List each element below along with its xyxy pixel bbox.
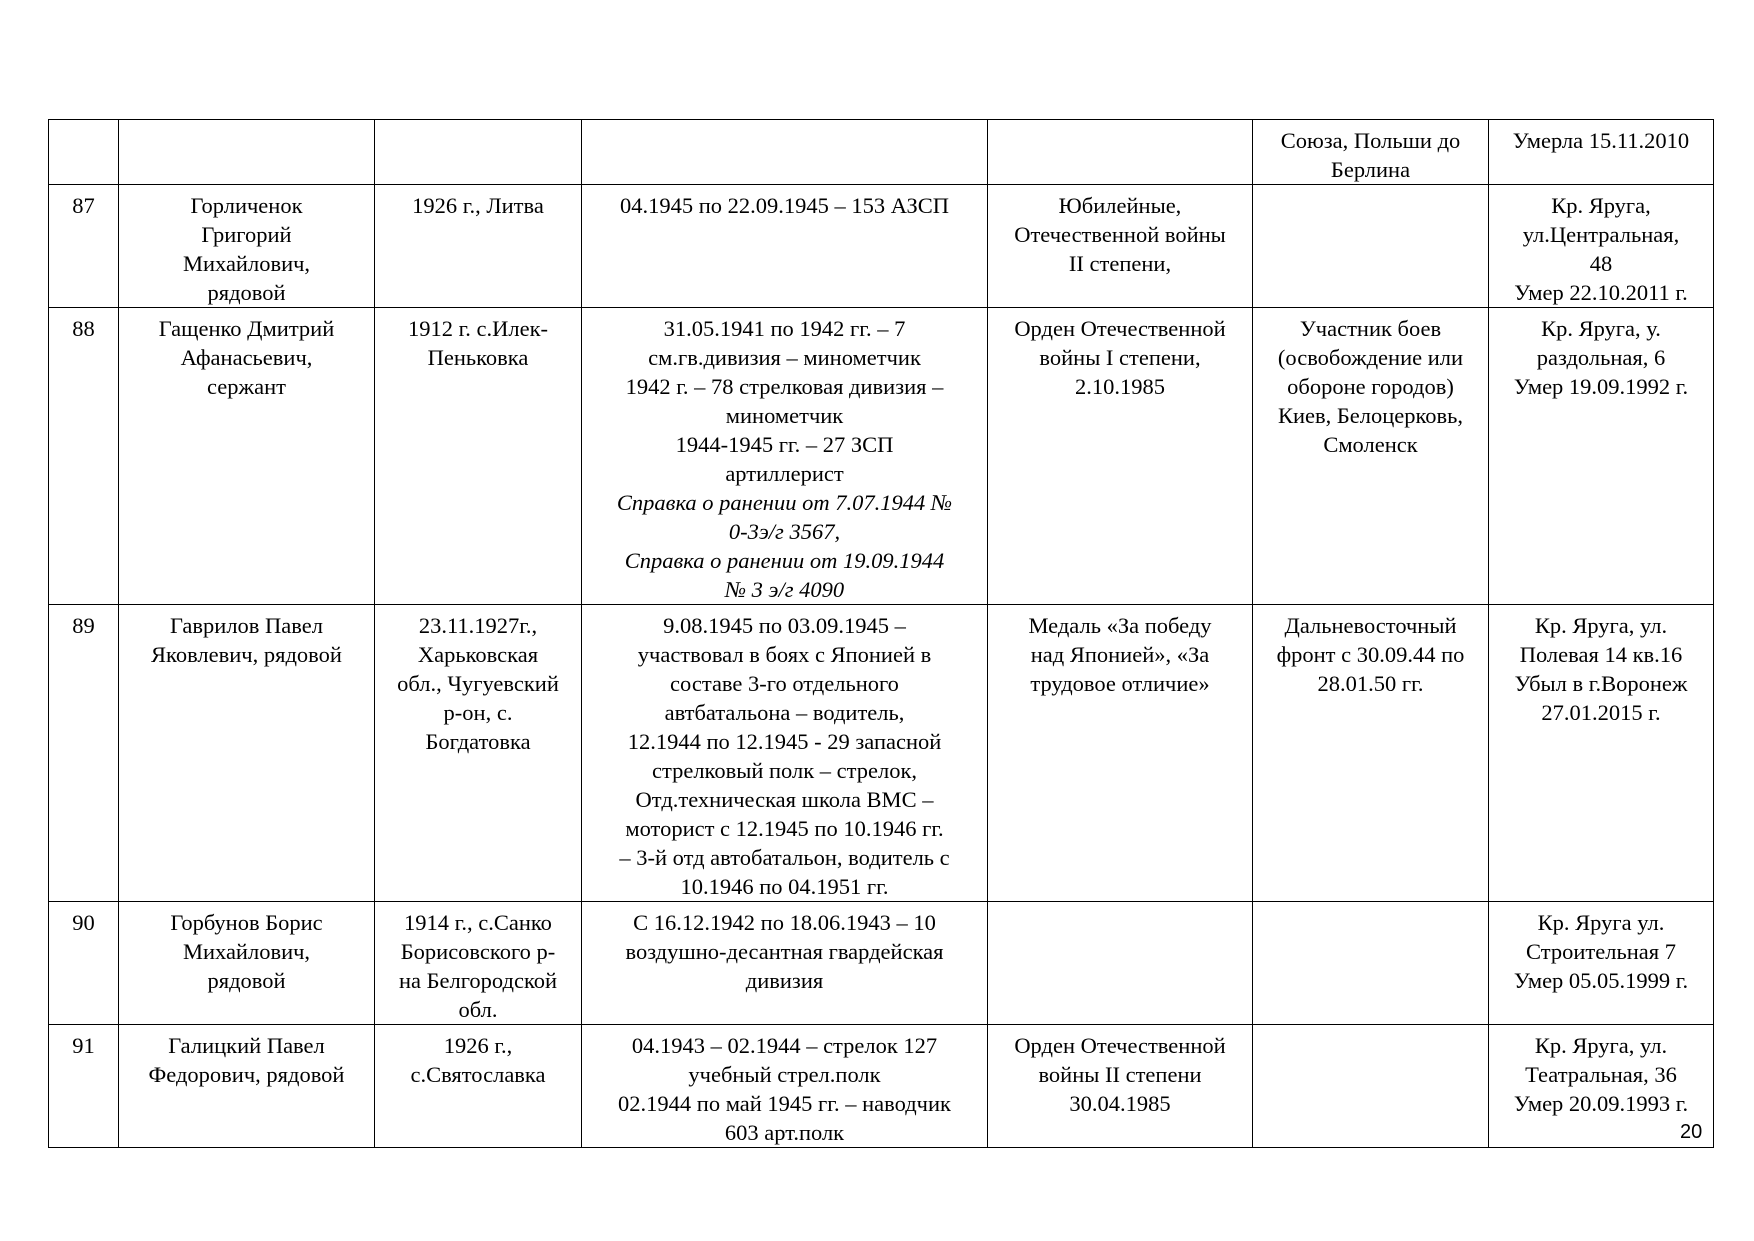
table-row: [49, 308, 1714, 605]
name-rank-cell: Гаврилов Павел Яковлевич, рядовой: [119, 605, 375, 902]
table-row: [49, 902, 1714, 1025]
address-cell: Умерла 15.11.2010: [1489, 120, 1714, 185]
service-cell: [582, 120, 988, 185]
awards-cell: Медаль «За победу над Японией», «За трудовое отличие»: [988, 605, 1253, 902]
participation-cell: Участник боев (освобождение или обороне городов) Киев, Белоцерковь, Смоленск: [1253, 308, 1489, 605]
service-cell: [582, 605, 988, 902]
awards-cell: Орден Отечественной войны I степени, 2.10.1985: [988, 308, 1253, 605]
address-cell: Кр. Яруга, ул.Центральная, 48 Умер 22.10.2011 г.: [1489, 185, 1714, 308]
service-record-text: 9.08.1945 по 03.09.1945 – участвовал в боях с Японией в составе 3-го отдельного автбатальона – водитель, 12.1944 по 12.1945 - 29 запасной стрелковый полк – стрелок, Отд.техническая школа ВМС – моторист с 12.1945 по 10.1946 гг. – 3-й отд автобатальон, водитель с 10.1946 по 04.1951 гг.: [619, 613, 950, 899]
address-cell: Кр. Яруга ул. Строительная 7 Умер 05.05.1999 г.: [1489, 902, 1714, 1025]
name-rank-cell: Галицкий Павел Федорович, рядовой: [119, 1025, 375, 1148]
table-row: [49, 120, 1714, 185]
record-number-cell: 90: [49, 902, 119, 1025]
participation-cell: [1253, 185, 1489, 308]
birth-cell: 1912 г. с.Илек- Пеньковка: [375, 308, 582, 605]
records-table: [48, 119, 1714, 1148]
participation-cell: [1253, 902, 1489, 1025]
service-cell: [582, 902, 988, 1025]
service-record-text: 31.05.1941 по 1942 гг. – 7 см.гв.дивизия – минометчик 1942 г. – 78 стрелковая дивизия – минометчик 1944-1945 гг. – 27 ЗСП артиллерист: [625, 316, 944, 486]
record-number-cell: 89: [49, 605, 119, 902]
table-row: [49, 605, 1714, 902]
records-table-body: [49, 120, 1714, 1148]
record-number-cell: 88: [49, 308, 119, 605]
awards-cell: [988, 902, 1253, 1025]
service-record-text: 04.1943 – 02.1944 – стрелок 127 учебный стрел.полк 02.1944 по май 1945 гг. – наводчик 603 арт.полк: [618, 1033, 951, 1145]
service-cell: [582, 308, 988, 605]
address-cell: Кр. Яруга, ул. Театральная, 36 Умер 20.09.1993 г.: [1489, 1025, 1714, 1148]
participation-cell: [1253, 1025, 1489, 1148]
service-cell: [582, 185, 988, 308]
address-cell: Кр. Яруга, у. раздольная, 6 Умер 19.09.1992 г.: [1489, 308, 1714, 605]
wound-certificate-note: Справка о ранении от 7.07.1944 № 0-3э/г 3567, Справка о ранении от 19.09.1944 № 3 э/г 4090: [616, 490, 953, 602]
awards-cell: [988, 120, 1253, 185]
name-rank-cell: [119, 120, 375, 185]
service-record-text: 04.1945 по 22.09.1945 – 153 АЗСП: [619, 193, 949, 218]
name-rank-cell: Гащенко Дмитрий Афанасьевич, сержант: [119, 308, 375, 605]
table-row: [49, 1025, 1714, 1148]
page-number: 20: [1680, 1121, 1703, 1143]
name-rank-cell: Горличенок Григорий Михайлович, рядовой: [119, 185, 375, 308]
record-number-cell: [49, 120, 119, 185]
birth-cell: 1926 г., с.Святославка: [375, 1025, 582, 1148]
record-number-cell: 87: [49, 185, 119, 308]
address-cell: Кр. Яруга, ул. Полевая 14 кв.16 Убыл в г.Воронеж 27.01.2015 г.: [1489, 605, 1714, 902]
awards-cell: Орден Отечественной войны II степени 30.04.1985: [988, 1025, 1253, 1148]
name-rank-cell: Горбунов Борис Михайлович, рядовой: [119, 902, 375, 1025]
table-row: [49, 185, 1714, 308]
service-cell: [582, 1025, 988, 1148]
birth-cell: 23.11.1927г., Харьковская обл., Чугуевский р-он, с. Богдатовка: [375, 605, 582, 902]
birth-cell: [375, 120, 582, 185]
participation-cell: Союза, Польши до Берлина: [1253, 120, 1489, 185]
participation-cell: Дальневосточный фронт с 30.09.44 по 28.01.50 гг.: [1253, 605, 1489, 902]
birth-cell: 1926 г., Литва: [375, 185, 582, 308]
record-number-cell: 91: [49, 1025, 119, 1148]
service-record-text: С 16.12.1942 по 18.06.1943 – 10 воздушно-десантная гвардейская дивизия: [625, 910, 944, 993]
awards-cell: Юбилейные, Отечественной войны II степени,: [988, 185, 1253, 308]
birth-cell: 1914 г., с.Санко Борисовского р- на Белгородской обл.: [375, 902, 582, 1025]
